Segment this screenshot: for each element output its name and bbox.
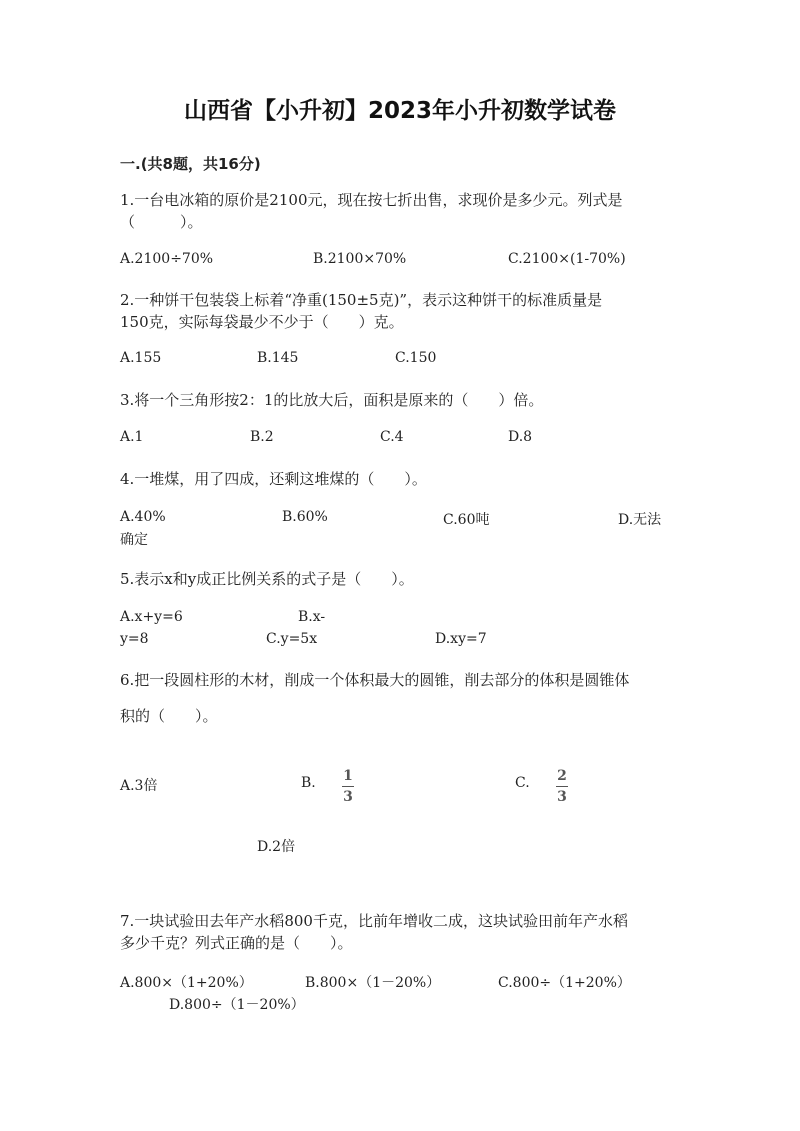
question-6-option-c-fraction [556, 769, 568, 804]
question-4-option-b: B.60% [282, 509, 328, 525]
page-title: 山西省【小升初】2023年小升初数学试卷 [183, 98, 616, 124]
question-1-text-cont: （ ）。 [120, 213, 203, 231]
question-4-option-a: A.40% [120, 509, 166, 525]
question-7-text: 7.一块试验田去年产水稻800千克，比前年增收二成，这块试验田前年产水稻 [120, 912, 628, 930]
question-4-option-c: C.60吨 [443, 512, 490, 528]
question-7-option-c: C.800÷（1+20%） [498, 975, 631, 991]
question-7-text-cont: 多少千克？列式正确的是（ ）。 [120, 934, 353, 952]
question-5-option-c: C.y=5x [266, 631, 318, 647]
question-3-option-a: A.1 [120, 429, 144, 445]
question-1-text: 1.一台电冰箱的原价是2100元，现在按七折出售，求现价是多少元。列式是 [120, 191, 623, 209]
question-2-text-cont: 150克，实际每袋最少不少于（ ）克。 [120, 313, 404, 331]
question-1-option-c: C.2100×(1-70%) [508, 251, 626, 267]
question-5-option-d: D.xy=7 [435, 631, 487, 647]
question-7-option-b: B.800×（1－20%） [305, 975, 441, 991]
question-6-text: 6.把一段圆柱形的木材，削成一个体积最大的圆锥，削去部分的体积是圆锥体 [120, 671, 630, 689]
question-1-option-a: A.2100÷70% [120, 251, 214, 267]
question-2-option-b: B.145 [257, 350, 299, 366]
question-5-option-b-wrap: y=8 [120, 631, 149, 647]
question-5-option-a: A.x+y=6 [120, 609, 183, 625]
question-6-option-b-label: B. [301, 775, 316, 791]
question-4-text: 4.一堆煤，用了四成，还剩这堆煤的（ ）。 [120, 470, 427, 488]
question-2-option-a: A.155 [120, 350, 162, 366]
question-5-text: 5.表示x和y成正比例关系的式子是（ ）。 [120, 570, 414, 588]
question-6-option-b-fraction [342, 769, 354, 804]
fraction-denominator: 3 [343, 789, 353, 805]
fraction-bar [342, 786, 354, 787]
question-7-option-a: A.800×（1+20%） [120, 975, 253, 991]
question-2-option-c: C.150 [395, 350, 437, 366]
fraction-numerator: 1 [343, 768, 353, 784]
question-6-option-a: A.3倍 [120, 778, 158, 794]
question-1-option-b: B.2100×70% [313, 251, 407, 267]
question-3-option-d: D.8 [508, 429, 533, 445]
question-2-text: 2.一种饼干包装袋上标着“净重(150±5克)”，表示这种饼干的标准质量是 [120, 291, 603, 309]
question-4-option-d: D.无法 [618, 512, 662, 528]
question-3-option-c: C.4 [380, 429, 404, 445]
question-6-text-cont: 积的（ ）。 [120, 707, 218, 725]
question-5-option-b: B.x- [298, 609, 326, 625]
fraction-numerator: 2 [557, 768, 567, 784]
question-4-option-d-wrap: 确定 [120, 532, 148, 548]
question-6-option-d: D.2倍 [257, 839, 296, 855]
fraction-bar [556, 786, 568, 787]
fraction-denominator: 3 [557, 789, 567, 805]
section-heading: 一.(共8题，共16分) [120, 155, 261, 173]
question-3-text: 3.将一个三角形按2：1的比放大后，面积是原来的（ ）倍。 [120, 391, 544, 409]
question-3-option-b: B.2 [250, 429, 274, 445]
question-6-option-c-label: C. [515, 775, 530, 791]
question-7-option-d: D.800÷（1－20%） [169, 997, 305, 1013]
